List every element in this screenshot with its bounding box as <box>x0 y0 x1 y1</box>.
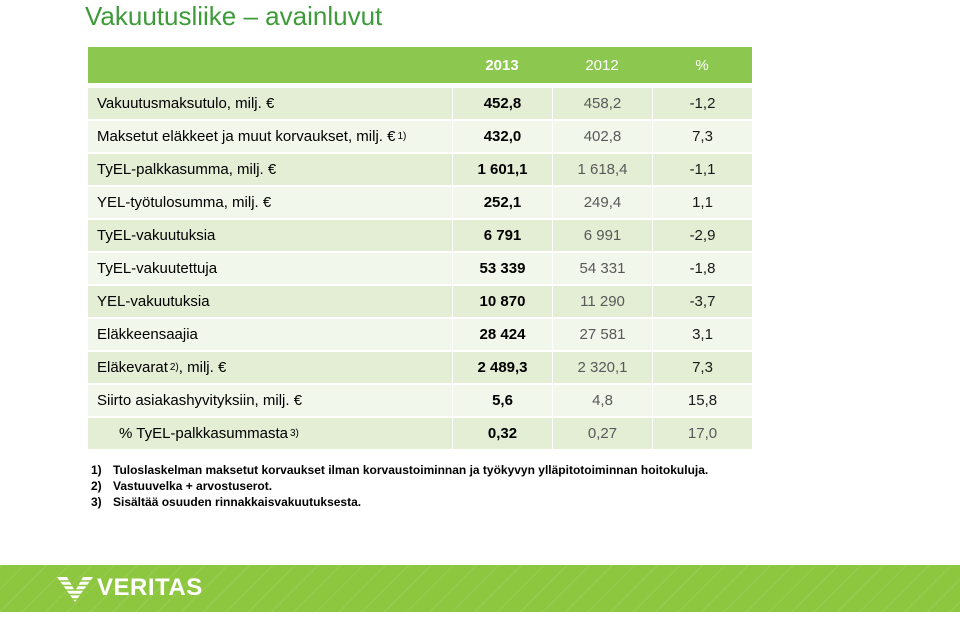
table-row <box>88 418 752 449</box>
slide-title: Vakuutusliike – avainluvut <box>85 1 383 31</box>
value-2013: 28 424 <box>452 319 552 350</box>
header-label-cell <box>88 47 452 83</box>
value-change-pct: -2,9 <box>652 220 752 251</box>
row-label-text: Eläkevarat <box>97 359 168 376</box>
row-label-text: % TyEL-palkkasummasta <box>119 425 288 442</box>
footnote-text: Sisältää osuuden rinnakkaisvakuutuksesta. <box>113 495 362 509</box>
footnote-text: Tuloslaskelman maksetut korvaukset ilman korvaustoiminnan ja työkyvyn ylläpitotoiminnan hoitokuluja. <box>113 463 709 477</box>
veritas-logo-wordmark: VERITAS <box>97 574 203 601</box>
header-2013: 2013 <box>485 56 519 74</box>
row-label: Eläkevarat 2) , milj. € <box>97 359 227 376</box>
value-2012: 249,4 <box>552 187 652 218</box>
table-row <box>88 121 752 152</box>
value-2013: 1 601,1 <box>452 154 552 185</box>
row-label-text: TyEL-vakuutuksia <box>97 227 216 244</box>
header-2012: 2012 <box>585 56 619 74</box>
row-label <box>88 385 452 416</box>
row-label-text: TyEL-palkkasumma, milj. € <box>97 161 277 178</box>
key-figures-table <box>88 47 752 449</box>
table-row <box>88 253 752 284</box>
footnote-marker: 1) <box>91 463 102 477</box>
row-label-text: Siirto asiakashyvityksiin, milj. € <box>97 392 303 409</box>
value-2012: 6 991 <box>552 220 652 251</box>
value-change-pct: -1,2 <box>652 88 752 119</box>
value-2012: 4,8 <box>552 385 652 416</box>
table-row <box>88 88 752 119</box>
value-2013: 432,0 <box>452 121 552 152</box>
table-row <box>88 286 752 317</box>
table-header-row <box>88 47 752 83</box>
value-2012: 54 331 <box>552 253 652 284</box>
table-row <box>88 319 752 350</box>
table-row <box>88 220 752 251</box>
header-change-pct: % <box>695 56 709 74</box>
row-label <box>88 88 452 119</box>
value-change-pct: 1,1 <box>652 187 752 218</box>
row-label <box>88 286 452 317</box>
value-2013: 252,1 <box>452 187 552 218</box>
row-label <box>88 154 452 185</box>
row-label <box>88 253 452 284</box>
table-row <box>88 187 752 218</box>
row-label: % TyEL-palkkasummasta 3) <box>119 425 299 442</box>
value-2013: 5,6 <box>452 385 552 416</box>
table-row <box>88 154 752 185</box>
row-label: Maksetut eläkkeet ja muut korvaukset, milj. € 1) <box>97 128 407 145</box>
table-row <box>88 385 752 416</box>
value-change-pct: -1,8 <box>652 253 752 284</box>
value-change-pct: -1,1 <box>652 154 752 185</box>
row-label <box>88 220 452 251</box>
value-2013: 0,32 <box>452 418 552 449</box>
value-2012: 458,2 <box>552 88 652 119</box>
row-label-text: Maksetut eläkkeet ja muut korvaukset, milj. € <box>97 128 396 145</box>
footnote <box>91 494 708 510</box>
footnote <box>91 478 708 494</box>
value-2013: 2 489,3 <box>452 352 552 383</box>
value-2013: 6 791 <box>452 220 552 251</box>
value-2013: 10 870 <box>452 286 552 317</box>
value-change-pct: 7,3 <box>652 352 752 383</box>
row-label <box>88 187 452 218</box>
row-label-text: TyEL-vakuutettuja <box>97 260 218 277</box>
footnote-marker: 2) <box>91 479 102 493</box>
row-label-text: YEL-työtulosumma, milj. € <box>97 194 272 211</box>
footnote-text: Vastuuvelka + arvostuserot. <box>113 479 273 493</box>
value-2012: 2 320,1 <box>552 352 652 383</box>
value-change-pct: 15,8 <box>652 385 752 416</box>
row-label-text: YEL-vakuutuksia <box>97 293 210 310</box>
footnote-marker: 3) <box>91 495 102 509</box>
footnotes <box>91 462 708 510</box>
value-2012: 1 618,4 <box>552 154 652 185</box>
value-change-pct: 7,3 <box>652 121 752 152</box>
value-2012: 402,8 <box>552 121 652 152</box>
footer-bar <box>0 565 960 612</box>
value-2013: 452,8 <box>452 88 552 119</box>
value-2013: 53 339 <box>452 253 552 284</box>
row-label-suffix: , milj. € <box>178 359 227 376</box>
row-label-text: Eläkkeensaajia <box>97 326 198 343</box>
value-change-pct: -3,7 <box>652 286 752 317</box>
row-label <box>88 319 452 350</box>
value-change-pct: 3,1 <box>652 319 752 350</box>
footnote <box>91 462 708 478</box>
value-change-pct: 17,0 <box>652 418 752 449</box>
value-2012: 0,27 <box>552 418 652 449</box>
veritas-logo-icon <box>57 577 93 602</box>
value-2012: 11 290 <box>552 286 652 317</box>
table-row <box>88 352 752 383</box>
value-2012: 27 581 <box>552 319 652 350</box>
row-label-text: Vakuutusmaksutulo, milj. € <box>97 95 275 112</box>
